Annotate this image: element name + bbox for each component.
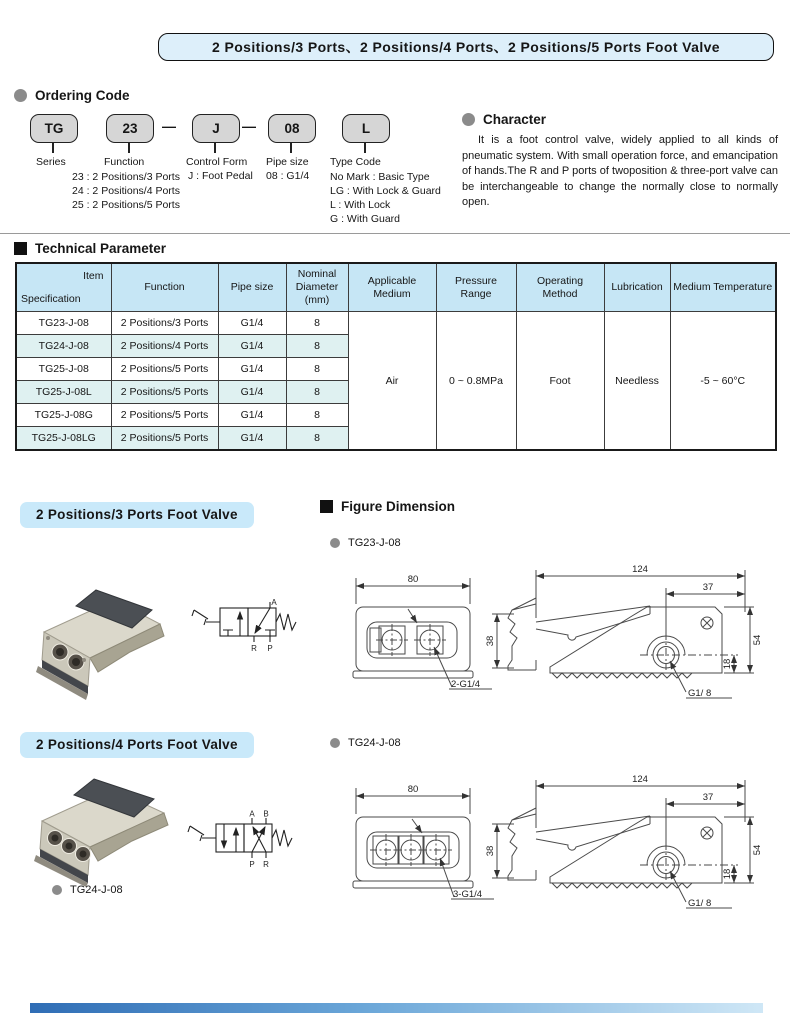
pipe-option: 08 : G1/4 xyxy=(266,170,310,182)
table-header-row xyxy=(16,263,776,312)
pipe-cell: G1/4 xyxy=(218,335,286,358)
tg23-dimension-drawing xyxy=(340,556,780,711)
tick-line xyxy=(128,142,130,153)
spec-cell: TG25-J-08L xyxy=(16,381,111,404)
pipe-cell: G1/4 xyxy=(218,312,286,335)
tick-line xyxy=(290,142,292,153)
bullet-icon xyxy=(14,89,27,102)
table-row xyxy=(16,312,776,335)
dash: — xyxy=(242,118,256,134)
model-tg24 xyxy=(330,737,401,749)
ports-label: 2-G1/4 xyxy=(451,679,481,690)
col-function: Function xyxy=(111,263,218,312)
function-label: Function xyxy=(104,156,145,168)
model-tg24-label: TG24-J-08 xyxy=(348,737,401,749)
dim-54: 54 xyxy=(752,634,763,646)
product-photo-4ports xyxy=(18,775,178,887)
valve-symbol-4-2 xyxy=(186,810,304,870)
spec-cell: TG25-J-08LG xyxy=(16,427,111,451)
pressure-cell: 0 ~ 0.8MPa xyxy=(436,312,516,451)
control-option: J : Foot Pedal xyxy=(188,170,253,182)
spec-cell: TG24-J-08 xyxy=(16,335,111,358)
operating-cell: Foot xyxy=(516,312,604,451)
tg24-dimension-drawing xyxy=(340,766,780,921)
function-cell: 2 Positions/5 Ports xyxy=(111,358,218,381)
col-applicable-medium: Applicable Medium xyxy=(348,263,436,312)
pipe-cell: G1/4 xyxy=(218,381,286,404)
item-label: Item xyxy=(83,270,104,282)
spec-cell: TG25-J-08G xyxy=(16,404,111,427)
divider-line xyxy=(0,233,790,234)
tick-line xyxy=(214,142,216,153)
tick-line xyxy=(52,142,54,153)
pipe-cell: G1/4 xyxy=(218,404,286,427)
dim-37: 37 xyxy=(702,792,714,803)
temperature-cell: -5 ~ 60°C xyxy=(670,312,776,451)
nominal-cell: 8 xyxy=(286,312,348,335)
square-bullet-icon xyxy=(320,500,333,513)
function-option: 25 : 2 Positions/5 Ports xyxy=(72,199,180,211)
type-code-label: Type Code xyxy=(330,156,381,168)
col-pipe-size: Pipe size xyxy=(218,263,286,312)
model-tg23-label: TG23-J-08 xyxy=(348,537,401,549)
port-r-label: R xyxy=(251,644,257,653)
character-title: Character xyxy=(483,112,547,127)
nominal-cell: 8 xyxy=(286,381,348,404)
footer-bar xyxy=(30,1003,763,1013)
function-cell: 2 Positions/3 Ports xyxy=(111,312,218,335)
square-bullet-icon xyxy=(14,242,27,255)
dim-124: 124 xyxy=(632,774,648,785)
col-pressure-range: Pressure Range xyxy=(436,263,516,312)
technical-parameter-table xyxy=(15,262,777,451)
tick-line xyxy=(364,142,366,153)
spec-cell: TG23-J-08 xyxy=(16,312,111,335)
series-label: Series xyxy=(36,156,66,168)
bullet-icon xyxy=(462,113,475,126)
pipe-size-label: Pipe size xyxy=(266,156,309,168)
g18-label: G1/ 8 xyxy=(688,898,712,909)
pipe-cell: G1/4 xyxy=(218,358,286,381)
port-p-label: P xyxy=(249,860,255,869)
dash: — xyxy=(162,118,176,134)
control-form-label: Control Form xyxy=(186,156,248,168)
valve-symbol-3-2 xyxy=(190,594,308,654)
col-operating-method: Operating Method xyxy=(516,263,604,312)
product-photo-3ports xyxy=(18,582,168,704)
dim-38: 38 xyxy=(485,845,496,857)
type-option: LG : With Lock & Guard xyxy=(330,185,441,197)
dim-124: 124 xyxy=(632,564,648,575)
dim-37: 37 xyxy=(702,582,714,593)
function-cell: 2 Positions/4 Ports xyxy=(111,335,218,358)
code-box-control: J xyxy=(192,114,240,143)
nominal-cell: 8 xyxy=(286,404,348,427)
function-option: 24 : 2 Positions/4 Ports xyxy=(72,185,180,197)
port-r-label: R xyxy=(263,860,269,869)
function-options xyxy=(72,170,180,212)
col-nominal-diameter: Nominal Diameter (mm) xyxy=(286,263,348,312)
type-option: No Mark : Basic Type xyxy=(330,171,430,183)
dim-38: 38 xyxy=(485,635,496,647)
code-box-pipe: 08 xyxy=(268,114,316,143)
bullet-icon xyxy=(330,538,340,548)
model-tg23 xyxy=(330,537,401,549)
port-b-label: B xyxy=(263,810,269,819)
nominal-cell: 8 xyxy=(286,427,348,451)
col-item-specification xyxy=(16,263,111,312)
ordering-code-heading xyxy=(14,88,130,103)
code-box-series: TG xyxy=(30,114,78,143)
photo-caption-tg24 xyxy=(52,884,123,896)
photo-caption-tg24-label: TG24-J-08 xyxy=(70,884,123,896)
code-box-function: 23 xyxy=(106,114,154,143)
type-code-options xyxy=(330,170,441,226)
type-option: L : With Lock xyxy=(330,199,391,211)
g18-label: G1/ 8 xyxy=(688,688,712,699)
dim-80: 80 xyxy=(407,574,419,585)
type-option: G : With Guard xyxy=(330,213,401,225)
character-text: It is a foot control valve, widely applied to all kinds of pneumatic system. With small operation force, and emancipation of hands.The R and P ports of twoposition & three-port valve can be interchangeable to change the normally close to normally open. xyxy=(462,134,778,208)
bullet-icon xyxy=(330,738,340,748)
technical-parameter-heading xyxy=(14,241,166,256)
ports-label: 3-G1/4 xyxy=(453,889,483,900)
section-label-3ports: 2 Positions/3 Ports Foot Valve xyxy=(20,502,254,528)
spec-cell: TG25-J-08 xyxy=(16,358,111,381)
function-cell: 2 Positions/5 Ports xyxy=(111,404,218,427)
medium-cell: Air xyxy=(348,312,436,451)
page-title: 2 Positions/3 Ports、2 Positions/4 Ports、2 Positions/5 Ports Foot Valve xyxy=(158,33,774,61)
dim-18: 18 xyxy=(722,658,733,670)
dim-80: 80 xyxy=(407,784,419,795)
character-section xyxy=(462,112,778,211)
ordering-code-title: Ordering Code xyxy=(35,88,130,103)
function-cell: 2 Positions/5 Ports xyxy=(111,427,218,451)
technical-parameter-title: Technical Parameter xyxy=(35,241,167,256)
lubrication-cell: Needless xyxy=(604,312,670,451)
dim-18: 18 xyxy=(722,868,733,880)
function-option: 23 : 2 Positions/3 Ports xyxy=(72,171,180,183)
port-a-label: A xyxy=(271,598,277,607)
function-cell: 2 Positions/5 Ports xyxy=(111,381,218,404)
dim-54: 54 xyxy=(752,844,763,856)
bullet-icon xyxy=(52,885,62,895)
port-a-label: A xyxy=(249,810,255,819)
character-heading xyxy=(462,112,778,127)
specification-label: Specification xyxy=(21,293,81,305)
port-p-label: P xyxy=(267,644,273,653)
figure-dimension-title: Figure Dimension xyxy=(341,499,456,514)
nominal-cell: 8 xyxy=(286,358,348,381)
section-label-4ports: 2 Positions/4 Ports Foot Valve xyxy=(20,732,254,758)
col-medium-temperature: Medium Temperature xyxy=(670,263,776,312)
pipe-cell: G1/4 xyxy=(218,427,286,451)
figure-dimension-heading xyxy=(320,499,455,514)
nominal-cell: 8 xyxy=(286,335,348,358)
col-lubrication: Lubrication xyxy=(604,263,670,312)
code-box-type: L xyxy=(342,114,390,143)
